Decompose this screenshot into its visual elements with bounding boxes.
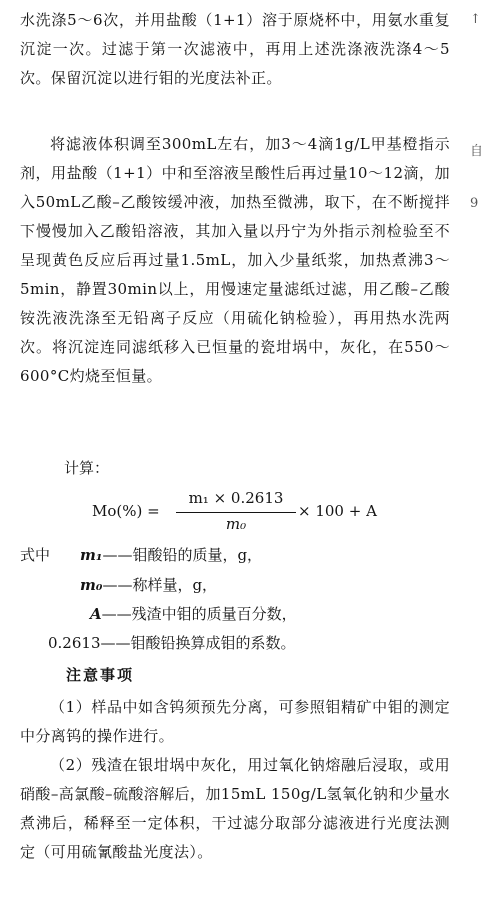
formula-rhs: × 100 + A: [298, 502, 377, 520]
note-item: （2）残渣在银坩埚中灰化，用过氧化钠熔融后浸取，或用硝酸–高氯酸–硫酸溶解后，加15mL 150g/L氢氧化钠和少量水煮沸后，稀释至一定体积，干过滤分取部分滤液进行光度法测定（可用硫氰酸盐光度法）。: [20, 756, 450, 861]
definition-symbol: m₁: [80, 546, 103, 564]
formula-lhs: Mo(%) =: [92, 502, 160, 520]
definition-intro: 式中: [20, 546, 51, 564]
definition-symbol: m₀: [80, 576, 103, 594]
definition-text: ——钼酸铅换算成钼的系数。: [100, 634, 296, 652]
definition-intro-row: [20, 544, 50, 566]
definition-symbol: A: [90, 605, 102, 623]
formula-denominator: m₀: [225, 515, 247, 533]
molybdenum-formula: [92, 488, 392, 538]
notes-heading: 注意事项: [66, 666, 135, 684]
definition-text: ——残渣中钼的质量百分数，: [101, 605, 297, 623]
definition-row: [48, 632, 296, 654]
fraction-bar: [176, 512, 296, 513]
edge-glyph: 自: [470, 144, 483, 159]
definition-text: ——称样量，g，: [102, 576, 218, 594]
edge-glyph: 9: [470, 196, 479, 211]
definition-row: [80, 544, 262, 566]
calculation-label: 计算：: [64, 459, 110, 477]
paragraph-precipitate-washing: 水洗涤5～6次，并用盐酸（1+1）溶于原烧杯中，用氨水重复沉淀一次。过滤于第一次滤液中，再用上述洗涤液洗涤4～5次。保留沉淀以进行钼的光度法补正。: [20, 11, 450, 87]
edge-glyph: ↑: [470, 12, 481, 27]
definition-text: ——钼酸铅的质量，g，: [102, 546, 263, 564]
definition-row: [90, 603, 297, 625]
paragraph-procedure: 将滤液体积调至300mL左右，加3～4滴1g/L甲基橙指示剂，用盐酸（1+1）中和至溶液呈酸性后再过量10～12滴，加入50mL乙酸–乙酸铵缓冲液，加热至微沸，取下，在不断搅拌下慢慢加入乙酸铅溶液，其加入量以丹宁为外指示剂检验至不呈现黄色反应后再过量1.5mL，加入少量纸浆，加热煮沸3～5min，静置30min以上，用慢速定量滤纸过滤，用乙酸–乙酸铵洗液洗涤至无铅离子反应（用硫化钠检验），再用热水洗两次。将沉淀连同滤纸移入已恒量的瓷坩埚中，灰化，在550～600°C灼烧至恒量。: [20, 135, 450, 385]
formula-numerator: m₁ × 0.2613: [188, 489, 284, 507]
definition-row: [80, 574, 217, 596]
note-item: （1）样品中如含钨须预先分离，可参照钼精矿中钼的测定中分离钨的操作进行。: [20, 698, 450, 745]
definition-symbol: 0.2613: [48, 634, 101, 652]
